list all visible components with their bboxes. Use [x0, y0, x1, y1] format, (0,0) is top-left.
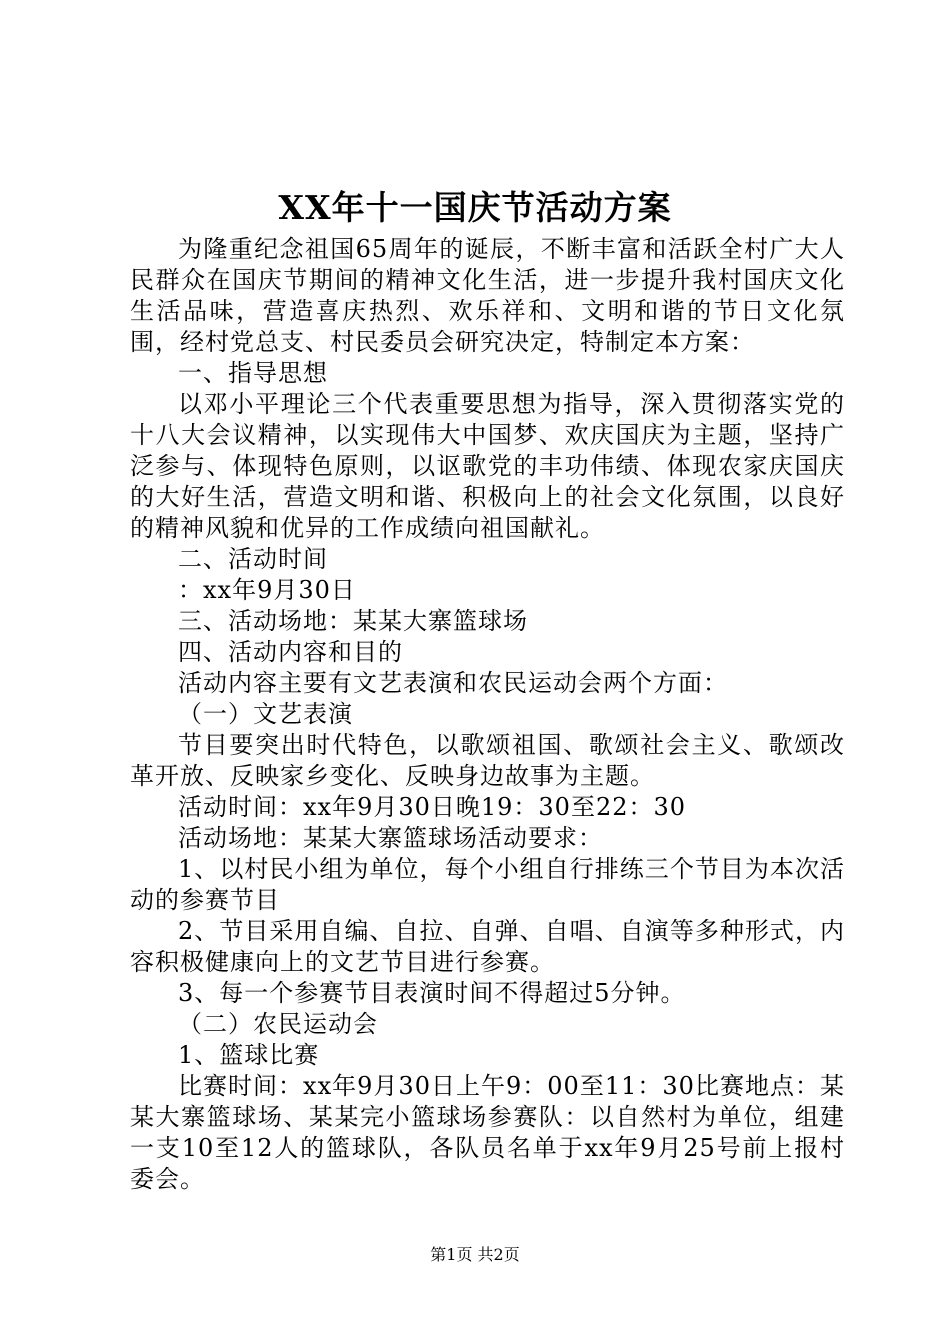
heading-basketball: 1、篮球比赛: [178, 1041, 320, 1069]
list-item-requirement-3: 3、每一个参赛节目表演时间不得超过5分钟。: [178, 979, 686, 1007]
subheading-performance: （一）文艺表演: [178, 700, 353, 728]
heading-activity-content: 四、活动内容和目的: [178, 638, 403, 666]
paragraph-performance-venue: 活动场地：某某大寨篮球场活动要求：: [178, 824, 603, 852]
list-item-requirement-1: 1、以村民小组为单位，每个小组自行排练三个节目为本次活动的参赛节目: [130, 855, 845, 914]
heading-guiding-ideology: 一、指导思想: [178, 359, 328, 387]
paragraph-activity-time: ：xx年9月30日: [178, 576, 356, 604]
document-title: XX年十一国庆节活动方案: [278, 188, 672, 227]
paragraph-intro: 为隆重纪念祖国65周年的诞辰，不断丰富和活跃全村广大人民群众在国庆节期间的精神文化生活，进一步提升我村国庆文化生活品味，营造喜庆热烈、欢乐祥和、文明和谐的节日文化氛围，经村党总支、村民委员会研究决定，特制定本方案：: [130, 235, 845, 356]
subheading-sports-meet: （二）农民运动会: [178, 1010, 378, 1038]
heading-activity-venue: 三、活动场地：某某大寨篮球场: [178, 607, 528, 635]
paragraph-performance-time: 活动时间：xx年9月30日晚19：30至22：30: [178, 793, 687, 821]
document-body: [130, 234, 845, 1195]
paragraph-guiding-ideology: 以邓小平理论三个代表重要思想为指导，深入贯彻落实党的十八大会议精神，以实现伟大中国梦、欢庆国庆为主题，坚持广泛参与、体现特色原则，以讴歌党的丰功伟绩、体现农家庆国庆的大好生活，营造文明和谐、积极向上的社会文化氛围，以良好的精神风貌和优异的工作成绩向祖国献礼。: [130, 390, 845, 542]
page-footer: 第1页 共2页: [430, 1245, 520, 1264]
paragraph-performance-theme: 节目要突出时代特色，以歌颂祖国、歌颂社会主义、歌颂改革开放、反映家乡变化、反映身边故事为主题。: [130, 731, 845, 790]
paragraph-basketball-details: 比赛时间：xx年9月30日上午9：00至11：30比赛地点：某某大寨篮球场、某某完小篮球场参赛队：以自然村为单位，组建一支10至12人的篮球队，各队员名单于xx年9月25号前上报村委会。: [130, 1072, 845, 1193]
list-item-requirement-2: 2、节目采用自编、自拉、自弹、自唱、自演等多种形式，内容积极健康向上的文艺节目进行参赛。: [130, 917, 845, 976]
paragraph-activity-content: 活动内容主要有文艺表演和农民运动会两个方面：: [178, 669, 728, 697]
heading-activity-time: 二、活动时间: [178, 545, 328, 573]
